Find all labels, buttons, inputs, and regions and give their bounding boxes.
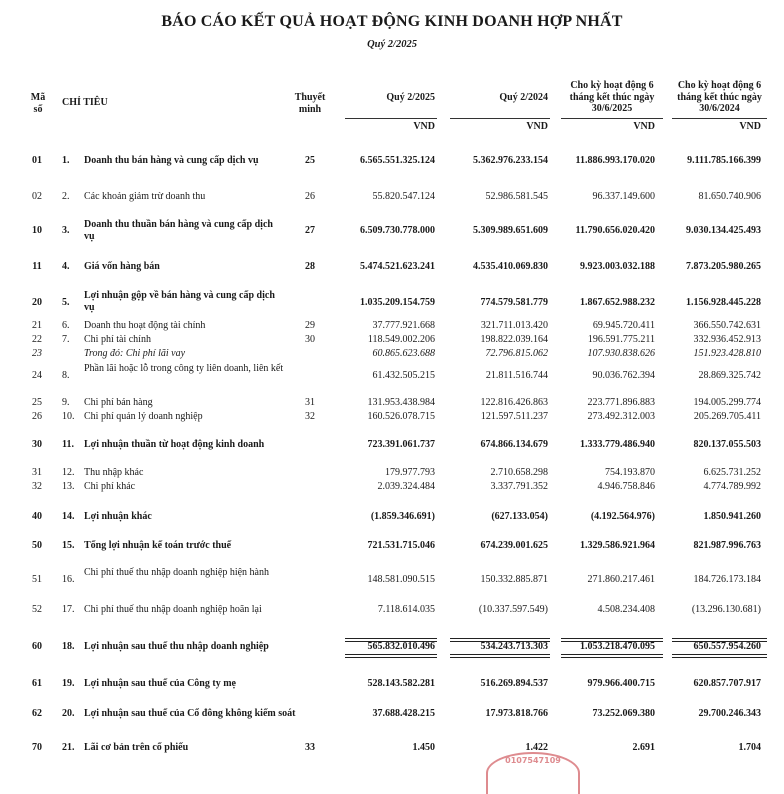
row-label: Phần lãi hoặc lỗ trong công ty liên doanh, liên kết <box>84 363 284 374</box>
row-code: 10 <box>32 225 42 236</box>
value-6m-2025: 96.337.149.600 <box>592 191 655 202</box>
header-chi-tieu: CHỈ TIÊU <box>62 97 108 108</box>
row-label: Doanh thu hoạt động tài chính <box>84 320 206 331</box>
value-q2-2025: 179.977.793 <box>385 467 435 478</box>
row-number: 15. <box>62 540 75 551</box>
value-6m-2025: 1.867.652.988.232 <box>580 297 655 308</box>
value-6m-2024: 205.269.705.411 <box>693 411 761 422</box>
header-col-6m-2025: Cho kỳ hoạt động 6 tháng kết thúc ngày 30/6/2025 <box>569 80 655 114</box>
row-note: 27 <box>305 225 315 236</box>
row-label: Lợi nhuận sau thuế của Công ty mẹ <box>84 678 236 689</box>
header-underline <box>345 118 437 119</box>
value-6m-2024: 650.557.954.260 <box>693 641 761 652</box>
value-6m-2025: 11.886.993.170.020 <box>575 155 655 166</box>
value-6m-2024: 4.774.789.992 <box>703 481 761 492</box>
value-q2-2025: 2.039.324.484 <box>377 481 435 492</box>
value-6m-2025: 107.930.838.626 <box>587 348 655 359</box>
row-code: 01 <box>32 155 42 166</box>
value-q2-2024: 516.269.894.537 <box>480 678 548 689</box>
header-thuyet-minh: Thuyết minh <box>294 92 326 115</box>
row-label: Chi phí thuế thu nhập doanh nghiệp hoãn lại <box>84 604 262 615</box>
value-q2-2024: (10.337.597.549) <box>478 604 548 615</box>
row-number: 3. <box>62 225 70 236</box>
row-code: 62 <box>32 708 42 719</box>
value-6m-2025: 196.591.775.211 <box>587 334 655 345</box>
row-number: 1. <box>62 155 70 166</box>
value-6m-2025: 273.492.312.003 <box>587 411 655 422</box>
row-number: 16. <box>62 574 75 585</box>
row-label: Chi phí tài chính <box>84 334 151 345</box>
value-q2-2025: 565.832.010.496 <box>367 641 435 652</box>
value-q2-2025: 723.391.061.737 <box>367 439 435 450</box>
value-6m-2025: 11.790.656.020.420 <box>575 225 655 236</box>
row-label: Lợi nhuận thuần từ hoạt động kinh doanh <box>84 439 265 450</box>
unit-label: VND <box>633 121 655 132</box>
value-6m-2024: 820.137.055.503 <box>693 439 761 450</box>
value-6m-2025: 271.860.217.461 <box>587 574 655 585</box>
row-number: 20. <box>62 708 75 719</box>
value-6m-2025: 754.193.870 <box>605 467 655 478</box>
row-number: 17. <box>62 604 75 615</box>
value-q2-2024: 3.337.791.352 <box>490 481 548 492</box>
value-6m-2024: 1.704 <box>738 742 761 753</box>
unit-label: VND <box>739 121 761 132</box>
value-6m-2024: 821.987.996.763 <box>693 540 761 551</box>
total-rule <box>561 654 663 658</box>
row-code: 32 <box>32 481 42 492</box>
row-note: 31 <box>305 397 315 408</box>
row-code: 51 <box>32 574 42 585</box>
row-label: Chi phí quản lý doanh nghiệp <box>84 411 203 422</box>
value-6m-2025: 4.946.758.846 <box>597 481 655 492</box>
row-code: 21 <box>32 320 42 331</box>
total-rule <box>672 654 767 658</box>
value-q2-2024: 2.710.658.298 <box>490 467 548 478</box>
value-q2-2024: 321.711.013.420 <box>480 320 548 331</box>
value-6m-2024: 9.111.785.166.399 <box>687 155 761 166</box>
value-6m-2025: 73.252.069.380 <box>592 708 655 719</box>
row-label: Lãi cơ bản trên cổ phiếu <box>84 742 189 753</box>
row-label: Lợi nhuận khác <box>84 511 152 522</box>
value-6m-2025: 1.333.779.486.940 <box>580 439 655 450</box>
row-code: 40 <box>32 511 42 522</box>
value-6m-2024: (13.296.130.681) <box>691 604 761 615</box>
value-6m-2024: 6.625.731.252 <box>703 467 761 478</box>
value-q2-2024: 122.816.426.863 <box>480 397 548 408</box>
row-number: 7. <box>62 334 70 345</box>
value-6m-2024: 1.156.928.445.228 <box>686 297 761 308</box>
value-q2-2024: 21.811.516.744 <box>485 370 548 381</box>
value-q2-2024: 72.796.815.062 <box>485 348 548 359</box>
row-number: 21. <box>62 742 75 753</box>
row-note: 30 <box>305 334 315 345</box>
header-col-q2-2024: Quý 2/2024 <box>499 92 548 103</box>
value-q2-2025: 160.526.078.715 <box>367 411 435 422</box>
row-code: 70 <box>32 742 42 753</box>
row-note: 32 <box>305 411 315 422</box>
value-6m-2024: 9.030.134.425.493 <box>686 225 761 236</box>
row-label: Chi phí thuế thu nhập doanh nghiệp hiện hành <box>84 567 269 578</box>
report-title: BÁO CÁO KẾT QUẢ HOẠT ĐỘNG KINH DOANH HỢP NHẤT <box>161 13 623 30</box>
header-underline <box>672 118 767 119</box>
value-q2-2025: 721.531.715.046 <box>367 540 435 551</box>
row-note: 29 <box>305 320 315 331</box>
value-q2-2025: 131.953.438.984 <box>367 397 435 408</box>
header-underline <box>561 118 663 119</box>
row-label: Doanh thu thuần bán hàng và cung cấp dịch vụ <box>84 219 273 242</box>
row-code: 60 <box>32 641 42 652</box>
value-6m-2025: 223.771.896.883 <box>587 397 655 408</box>
row-number: 8. <box>62 370 70 381</box>
row-number: 2. <box>62 191 70 202</box>
value-6m-2024: 29.700.246.343 <box>698 708 761 719</box>
value-6m-2024: 194.005.299.774 <box>693 397 761 408</box>
row-number: 19. <box>62 678 75 689</box>
value-q2-2024: 17.973.818.766 <box>485 708 548 719</box>
row-number: 6. <box>62 320 70 331</box>
value-q2-2025: 7.118.614.035 <box>377 604 435 615</box>
value-q2-2025: 148.581.090.515 <box>367 574 435 585</box>
value-q2-2024: 52.986.581.545 <box>485 191 548 202</box>
row-label: Doanh thu bán hàng và cung cấp dịch vụ <box>84 155 259 166</box>
value-q2-2024: 534.243.713.303 <box>480 641 548 652</box>
value-6m-2025: 69.945.720.411 <box>592 320 655 331</box>
value-q2-2025: 528.143.582.281 <box>367 678 435 689</box>
row-label: Tổng lợi nhuận kế toán trước thuế <box>84 540 232 551</box>
row-number: 12. <box>62 467 75 478</box>
value-q2-2025: 37.777.921.668 <box>372 320 435 331</box>
value-q2-2024: (627.133.054) <box>491 511 548 522</box>
report-period: Quý 2/2025 <box>367 39 417 50</box>
row-label: Chi phí khác <box>84 481 136 492</box>
value-q2-2024: 4.535.410.069.830 <box>473 261 548 272</box>
value-q2-2025: 60.865.623.688 <box>372 348 435 359</box>
row-number: 9. <box>62 397 70 408</box>
row-number: 18. <box>62 641 75 652</box>
value-q2-2024: 5.309.989.651.609 <box>473 225 548 236</box>
row-code: 11 <box>32 261 42 272</box>
value-6m-2024: 28.869.325.742 <box>698 370 761 381</box>
row-note: 28 <box>305 261 315 272</box>
row-label: Lợi nhuận sau thuế của Cổ đông không kiểm soát <box>84 708 296 719</box>
row-number: 4. <box>62 261 70 272</box>
value-6m-2025: 9.923.003.032.188 <box>580 261 655 272</box>
row-note: 26 <box>305 191 315 202</box>
value-q2-2025: 1.035.209.154.759 <box>360 297 435 308</box>
value-6m-2025: 1.329.586.921.964 <box>580 540 655 551</box>
row-number: 13. <box>62 481 75 492</box>
value-6m-2025: 1.053.218.470.095 <box>580 641 655 652</box>
row-note: 33 <box>305 742 315 753</box>
total-rule <box>345 654 437 658</box>
row-label: Lợi nhuận sau thuế thu nhập doanh nghiệp <box>84 641 269 652</box>
value-6m-2024: 184.726.173.184 <box>693 574 761 585</box>
value-6m-2024: 332.936.452.913 <box>693 334 761 345</box>
value-6m-2024: 7.873.205.980.265 <box>686 261 761 272</box>
value-q2-2025: (1.859.346.691) <box>370 511 435 522</box>
value-q2-2024: 1.422 <box>525 742 548 753</box>
value-6m-2024: 1.850.941.260 <box>703 511 761 522</box>
row-code: 50 <box>32 540 42 551</box>
total-rule <box>450 654 550 658</box>
value-6m-2024: 620.857.707.917 <box>693 678 761 689</box>
value-q2-2024: 150.332.885.871 <box>480 574 548 585</box>
value-q2-2024: 674.866.134.679 <box>480 439 548 450</box>
row-label: Chi phí bán hàng <box>84 397 153 408</box>
row-code: 24 <box>32 370 42 381</box>
value-6m-2024: 81.650.740.906 <box>698 191 761 202</box>
row-label: Lợi nhuận gộp về bán hàng và cung cấp dịch vụ <box>84 290 275 313</box>
row-code: 30 <box>32 439 42 450</box>
row-number: 14. <box>62 511 75 522</box>
header-underline <box>450 118 550 119</box>
row-label: Giá vốn hàng bán <box>84 261 160 272</box>
value-q2-2024: 121.597.511.237 <box>480 411 548 422</box>
value-6m-2025: 979.966.400.715 <box>587 678 655 689</box>
unit-label: VND <box>413 121 435 132</box>
value-q2-2025: 6.565.551.325.124 <box>360 155 435 166</box>
value-6m-2025: 90.036.762.394 <box>592 370 655 381</box>
row-code: 23 <box>32 348 42 359</box>
header-col-q2-2025: Quý 2/2025 <box>386 92 435 103</box>
value-q2-2025: 5.474.521.623.241 <box>360 261 435 272</box>
row-code: 20 <box>32 297 42 308</box>
row-code: 26 <box>32 411 42 422</box>
value-6m-2025: (4.192.564.976) <box>590 511 655 522</box>
row-note: 25 <box>305 155 315 166</box>
value-q2-2024: 774.579.581.779 <box>480 297 548 308</box>
value-6m-2025: 4.508.234.408 <box>597 604 655 615</box>
row-number: 5. <box>62 297 70 308</box>
row-code: 22 <box>32 334 42 345</box>
value-6m-2024: 366.550.742.631 <box>693 320 761 331</box>
header-ma-so: Mã số <box>30 92 46 115</box>
row-label: Các khoản giảm trừ doanh thu <box>84 191 206 202</box>
row-number: 11. <box>62 439 74 450</box>
row-code: 25 <box>32 397 42 408</box>
value-q2-2025: 118.549.002.206 <box>367 334 435 345</box>
row-code: 31 <box>32 467 42 478</box>
value-6m-2024: 151.923.428.810 <box>693 348 761 359</box>
row-label: Thu nhập khác <box>84 467 144 478</box>
row-label: Trong đó: Chi phí lãi vay <box>84 348 186 359</box>
row-number: 10. <box>62 411 75 422</box>
value-q2-2025: 55.820.547.124 <box>372 191 435 202</box>
row-code: 52 <box>32 604 42 615</box>
value-q2-2024: 198.822.039.164 <box>480 334 548 345</box>
value-q2-2024: 5.362.976.233.154 <box>473 155 548 166</box>
value-q2-2025: 1.450 <box>412 742 435 753</box>
unit-label: VND <box>526 121 548 132</box>
value-q2-2025: 37.688.428.215 <box>372 708 435 719</box>
header-col-6m-2024: Cho kỳ hoạt động 6 tháng kết thúc ngày 30/6/2024 <box>677 80 762 114</box>
company-stamp: 0107547109 <box>486 752 580 794</box>
value-q2-2025: 6.509.730.778.000 <box>360 225 435 236</box>
row-code: 02 <box>32 191 42 202</box>
value-6m-2025: 2.691 <box>632 742 655 753</box>
value-q2-2025: 61.432.505.215 <box>372 370 435 381</box>
value-q2-2024: 674.239.001.625 <box>480 540 548 551</box>
row-code: 61 <box>32 678 42 689</box>
